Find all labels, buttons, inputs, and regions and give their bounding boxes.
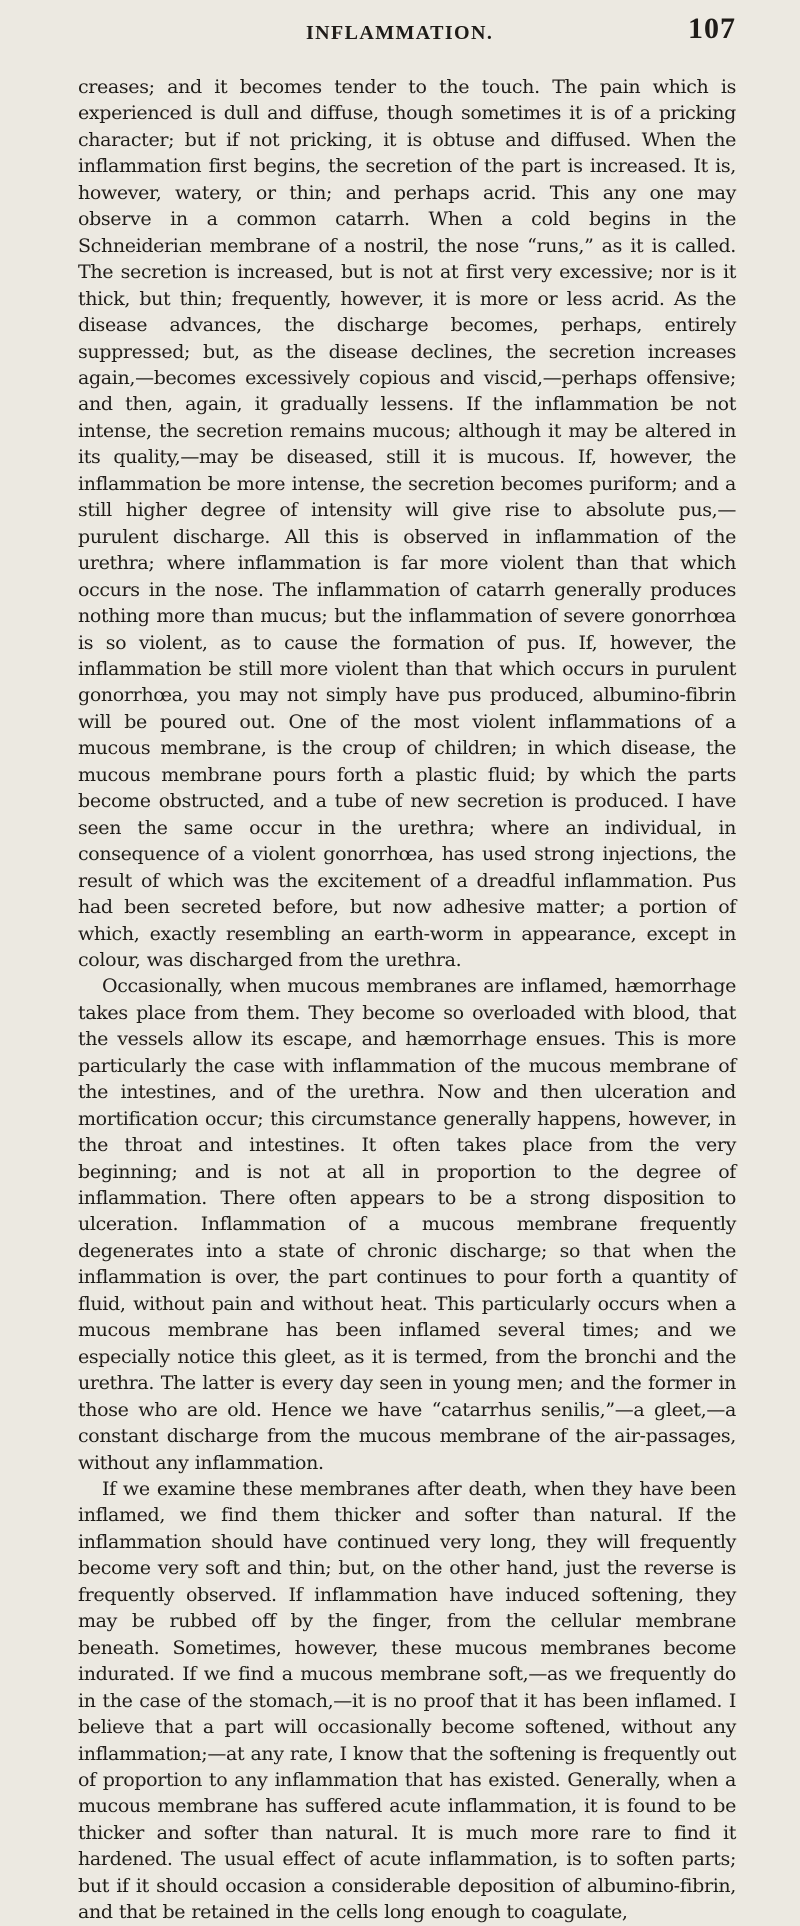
running-title: INFLAMMATION. <box>306 22 494 44</box>
paragraph-2: Occasionally, when mucous membranes are inflamed, hæmorrhage takes place from them. They become so overloaded with blood, that the vessels allow its escape, and hæmorrhage ensues. This is more particularly the case with inflammation of the mucous membrane of the intestines, and of the urethra. Now and then ulceration and mortification occur; this circumstance generally happens, however, in the throat and intestines. It often takes place from the very beginning; and is not at all in proportion to the degree of inflammation. There often appears to be a strong disposition to ulceration. Inflammation of a mucous membrane frequently degenerates into a state of chronic discharge; so that when the inflammation is over, the part continues to pour forth a quantity of fluid, without pain and without heat. This particularly occurs when a mucous membrane has been inflamed several times; and we especially notice this gleet, as it is termed, from the bronchi and the urethra. The latter is every day seen in young men; and the former in those who are old. Hence we have “catarrhus senilis,”—a gleet,—a constant discharge from the mucous membrane of the air-passages, without any inflammation. <box>78 975 736 1474</box>
paragraph-1: creases; and it becomes tender to the touch. The pain which is experienced is dull and diffuse, though sometimes it is of a pricking character; but if not pricking, it is obtuse and diffused. When the inflammation first begins, the secretion of the part is increased. It is, however, watery, or thin; and perhaps acrid. This any one may observe in a common catarrh. When a cold begins in the Schneiderian membrane of a nostril, the nose “runs,” as it is called. The secretion is increased, but is not at first very excessive; nor is it thick, but thin; frequently, however, it is more or less acrid. As the disease advances, the discharge becomes, perhaps, entirely suppressed; but, as the disease declines, the secretion increases again,—becomes excessively copious and viscid,—perhaps offensive; and then, again, it gradually lessens. If the inflammation be not intense, the secretion remains mucous; although it may be altered in its quality,—may be diseased, still it is mucous. If, however, the inflammation be more intense, the secretion becomes puriform; and a still higher degree of intensity will give rise to absolute pus,—purulent discharge. All this is observed in inflammation of the urethra; where inflammation is far more violent than that which occurs in the nose. The inflammation of catarrh generally produces nothing more than mucus; but the inflammation of severe gonorrhœa is so violent, as to cause the formation of pus. If, however, the inflammation be still more violent than that which occurs in purulent gonorrhœa, you may not simply have pus produced, albumino-fibrin will be poured out. One of the most violent inflammations of a mucous membrane, is the croup of children; in which disease, the mucous membrane pours forth a plastic fluid; by which the parts become obstructed, and a tube of new secretion is produced. I have seen the same occur in the urethra; where an individual, in consequence of a violent gonorrhœa, has used strong injections, the result of which was the excitement of a dreadful inflammation. Pus had been secreted before, but now adhesive matter; a portion of which, exactly resembling an earth-worm in appearance, except in colour, was discharged from the urethra. <box>78 76 736 971</box>
body-text <box>78 74 736 1926</box>
page-number: 107 <box>688 12 736 45</box>
running-head <box>96 6 736 45</box>
paragraph-3: If we examine these membranes after death, when they have been inflamed, we find them thicker and softer than natural. If the inflammation should have continued very long, they will frequently become very soft and thin; but, on the other hand, just the reverse is frequently observed. If inflammation have induced softening, they may be rubbed off by the finger, from the cellular membrane beneath. Sometimes, however, these mucous membranes become indurated. If we find a mucous membrane soft,—as we frequently do in the case of the stomach,—it is no proof that it has been inflamed. I believe that a part will occasionally become softened, without any inflammation;—at any rate, I know that the softening is frequently out of proportion to any inflammation that has existed. Generally, when a mucous membrane has suffered acute inflammation, it is found to be thicker and softer than natural. It is much more rare to find it hardened. The usual effect of acute inflammation, is to soften parts; but if it should occasion a considerable deposition of albumino-fibrin, and that be retained in the cells long enough to coagulate, <box>78 1478 736 1924</box>
